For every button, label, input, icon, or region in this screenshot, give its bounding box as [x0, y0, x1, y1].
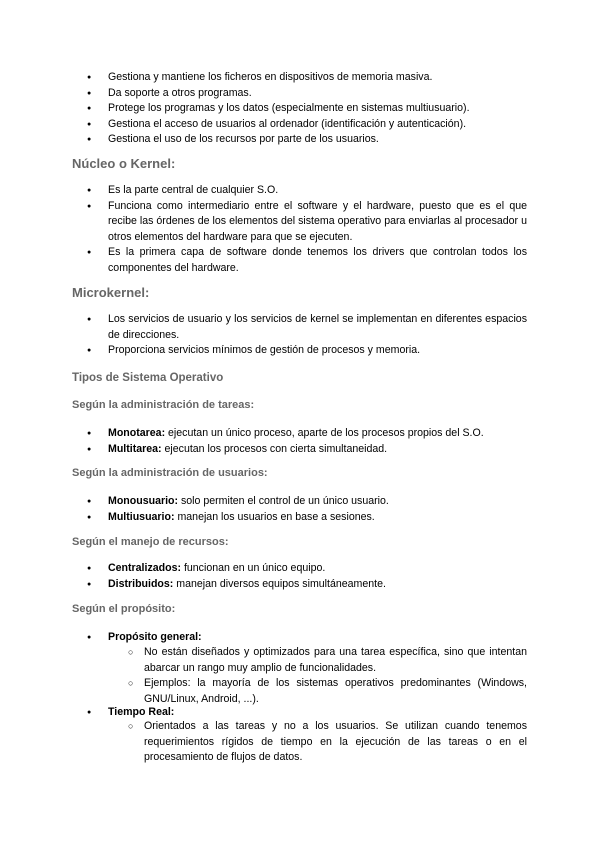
- term: Propósito general:: [108, 631, 202, 643]
- tareas-heading: Según la administración de tareas:: [72, 399, 255, 411]
- desc: funcionan en un único equipo.: [181, 562, 326, 574]
- desc: ejecutan los procesos con cierta simultaneidad.: [161, 442, 388, 455]
- sub-list-item: ○ No están diseñados y optimizados para una tarea específica, sino que intentan abarcar un rango muy amplio de funcionalidades.: [0, 645, 600, 676]
- list-item: ● Los servicios de usuario y los servicios de kernel se implementan en diferentes espacios de direcciones.: [0, 312, 600, 343]
- list-item: ● Protege los programas y los datos (especialmente en sistemas multiusuario).: [0, 101, 600, 117]
- list-item: [0, 510, 600, 526]
- tareas-list: [0, 426, 600, 457]
- sub-list-item: ○ Ejemplos: la mayoría de los sistemas operativos predominantes (Windows, GNU/Linux, Android, ...).: [0, 676, 600, 707]
- list-item: ● Es la parte central de cualquier S.O.: [0, 183, 600, 199]
- list-item: [0, 442, 600, 458]
- desc: solo permiten el control de un único usuario.: [178, 495, 389, 507]
- list-item: ● Es la primera capa de software donde tenemos los drivers que controlan todos los componentes del hardware.: [0, 245, 600, 276]
- term: Multitarea:: [108, 442, 162, 455]
- term: Monotarea:: [108, 427, 166, 439]
- term: Centralizados:: [108, 562, 181, 574]
- usuarios-heading: Según la administración de usuarios:: [72, 467, 268, 479]
- term: Monousuario:: [108, 495, 179, 507]
- tiempo-real-sublist: [0, 719, 600, 766]
- intro-list: [0, 70, 600, 148]
- list-item: [0, 630, 600, 646]
- proposito-heading: Según el propósito:: [72, 603, 176, 615]
- list-item: ● Da soporte a otros programas.: [0, 86, 600, 102]
- list-item: [0, 577, 600, 593]
- list-item: ● Proporciona servicios mínimos de gestión de procesos y memoria.: [0, 343, 600, 359]
- sub-list-item: ○ Orientados a las tareas y no a los usuarios. Se utilizan cuando tenemos requerimientos rígidos de tiempo en la ejecución de las tareas o en el procesamiento de flujos de datos.: [0, 719, 600, 766]
- list-item: [0, 494, 600, 510]
- microkernel-list: [0, 312, 600, 359]
- list-item: ● Gestiona y mantiene los ficheros en dispositivos de memoria masiva.: [0, 70, 600, 86]
- tipos-heading: Tipos de Sistema Operativo: [72, 372, 224, 384]
- term: Distribuidos:: [108, 577, 174, 590]
- recursos-heading: Según el manejo de recursos:: [72, 536, 229, 548]
- proposito-general-sublist: [0, 645, 600, 707]
- list-item: ● Funciona como intermediario entre el software y el hardware, puesto que es el que recibe las órdenes de los elementos del sistema operativo para enviarlas al procesador u otros elementos del hardware para que se ejecuten.: [0, 199, 600, 246]
- microkernel-heading: Microkernel:: [72, 285, 150, 300]
- list-item: [0, 561, 600, 577]
- term: Tiempo Real:: [108, 706, 175, 718]
- usuarios-list: [0, 494, 600, 525]
- desc: ejecutan un único proceso, aparte de los procesos propios del S.O.: [165, 427, 484, 439]
- term: Multiusuario:: [108, 510, 175, 523]
- list-item: ● Gestiona el uso de los recursos por parte de los usuarios.: [0, 132, 600, 148]
- proposito-list: [0, 630, 600, 646]
- list-item: [0, 426, 600, 442]
- list-item: ● Gestiona el acceso de usuarios al ordenador (identificación y autenticación).: [0, 117, 600, 133]
- desc: manejan los usuarios en base a sesiones.: [174, 510, 375, 523]
- desc: manejan diversos equipos simultáneamente.: [173, 577, 386, 590]
- kernel-list: [0, 183, 600, 276]
- kernel-heading: Núcleo o Kernel:: [72, 156, 176, 171]
- recursos-list: [0, 561, 600, 592]
